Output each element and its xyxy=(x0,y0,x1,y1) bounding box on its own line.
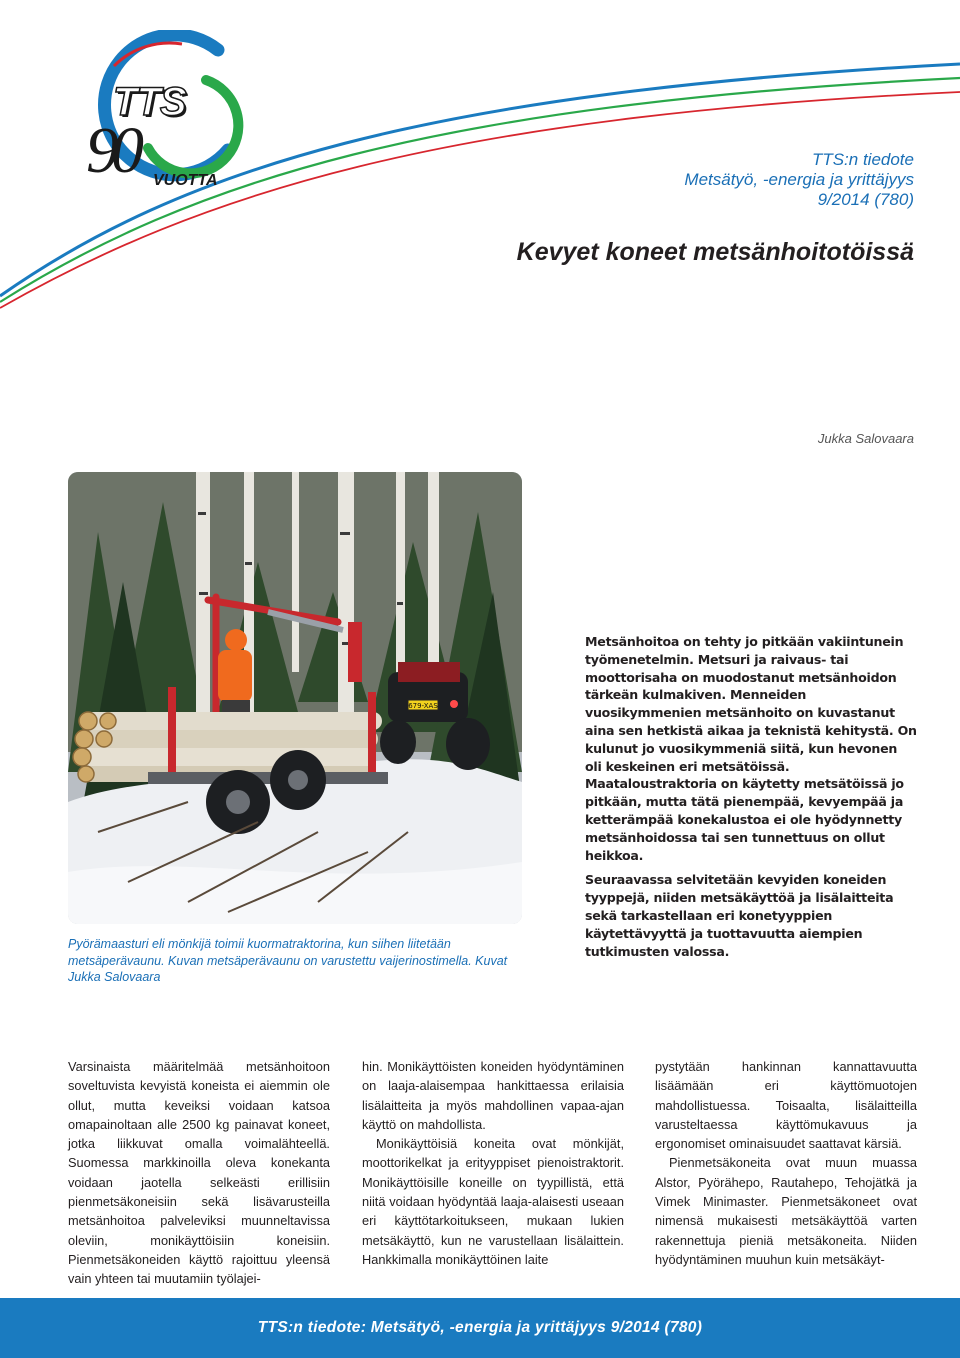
publication-header xyxy=(684,150,914,210)
article-lead xyxy=(585,633,917,967)
forest-atv-illustration xyxy=(68,472,522,924)
article-photo xyxy=(68,472,522,924)
logo-brand-text: TTS xyxy=(113,80,186,124)
body-paragraph: Monikäyttöisiä koneita ovat mönkijät, moottorikelkat ja erityyppiset pienoistraktorit. Monikäyttöisille koneille on tyypillistä, että niitä voidaan hyödyntää laaja-alaisesti useaan eri käyttötarkoitukseen, mukaan lukien metsäkäyttö, kun ne varustellaan lisälaittein. Hankkimalla monikäyttöinen laite xyxy=(362,1136,624,1267)
publication-issue: 9/2014 (780) xyxy=(817,190,914,209)
article-title: Kevyet koneet metsänhoitotöissä xyxy=(516,238,914,266)
body-paragraph: Varsinaista määritelmää metsänhoitoon soveltuvista kevyistä koneista ei aiemmin ole ollut, mutta keveiksi voidaan katsoa omapainoltaan alle 2500 kg painavat koneet, jotka liikkuvat omalla voimalähteellä. Suomessa markkinoilla oleva konekanta voidaan jaotella selkeästi erillisiin pienmetsäkoneisiin sekä lisävarusteilla metsänhoitoa palveleviksi muunneltavissa oleviin, monikäyttöisiin koneisiin. Pienmetsäkoneiden käyttö rajoittuu yleensä vain yhteen tai muutamiin työlajei- xyxy=(68,1059,330,1287)
body-column-1 xyxy=(68,1057,330,1289)
logo-anniversary-number: 90 xyxy=(86,114,136,187)
body-column-2 xyxy=(362,1057,624,1269)
logo-anniversary-word: VUOTTA xyxy=(153,172,218,189)
license-plate: 679-XAS xyxy=(408,702,438,710)
lead-paragraph: Seuraavassa selvitetään kevyiden koneiden tyyppejä, niiden metsäkäyttöä ja lisälaitteita sekä tarkastellaan eri konetyyppien käytettävyyttä ja tuottavuutta aiempien tutkimusten valossa. xyxy=(585,872,894,959)
lead-paragraph: Metsänhoitoa on tehty jo pitkään vakiintunein työmenetelmin. Metsuri ja raivaus- tai moottorisaha on muodostanut metsänhoidon tärkeän kulmakiven. Menneiden vuosikymmenien metsänhoito on kuvastanut aina sen hetkistä aikaa ja teknistä kehitystä. On kulunut jo vuosikymmeniä siitä, kun hevonen oli keskeinen eri metsätöissä. Maataloustraktoria on käytetty metsätöissä jo pitkään, mutta tätä pienempää, kevyempää ja ketterämpää konekalustoa ei ole hyödynnetty metsänhoidossa tai sen tunnettuus on ollut heikkoa. xyxy=(585,634,917,863)
article-author: Jukka Salovaara xyxy=(817,431,914,446)
body-column-3 xyxy=(655,1057,917,1269)
body-paragraph: hin. Monikäyttöisten koneiden hyödyntäminen on laaja-alaisempaa hankittaessa erilaisia lisälaitteita ja myös mahdollinen vapaa-ajan käyttö on mahdollista. xyxy=(362,1059,624,1132)
body-paragraph: Pienmetsäkoneita ovat muun muassa Alstor, Pyörähepo, Rautahepo, Tehojätkä ja Vimek Minimaster. Pienmetsäkoneet ovat nimensä mukaisesti metsäkäyttöä varten rakennettuja pieniä metsäkoneita. Niiden hyödyntäminen muuhun kuin metsäkäyt- xyxy=(655,1155,917,1267)
body-paragraph: pystytään hankinnan kannattavuutta lisäämään eri käyttömuotojen mahdollistuessa. Toisaalta, lisälaitteilla varusteltaessa käyttömukavuus ja ergonomiset ominaisuudet saattavat kärsiä. xyxy=(655,1059,917,1152)
page-footer: TTS:n tiedote: Metsätyö, -energia ja yrittäjyys 9/2014 (780) xyxy=(0,1298,960,1358)
publication-series: Metsätyö, -energia ja yrittäjyys xyxy=(684,170,914,189)
photo-caption: Pyörämaasturi eli mönkijä toimii kuormatraktorina, kun siihen liitetään metsäperävaunu. Kuvan metsäperävaunu on varustettu vaijerinostimella. Kuvat Jukka Salovaara xyxy=(68,937,508,984)
publication-name: TTS:n tiedote xyxy=(811,150,914,169)
